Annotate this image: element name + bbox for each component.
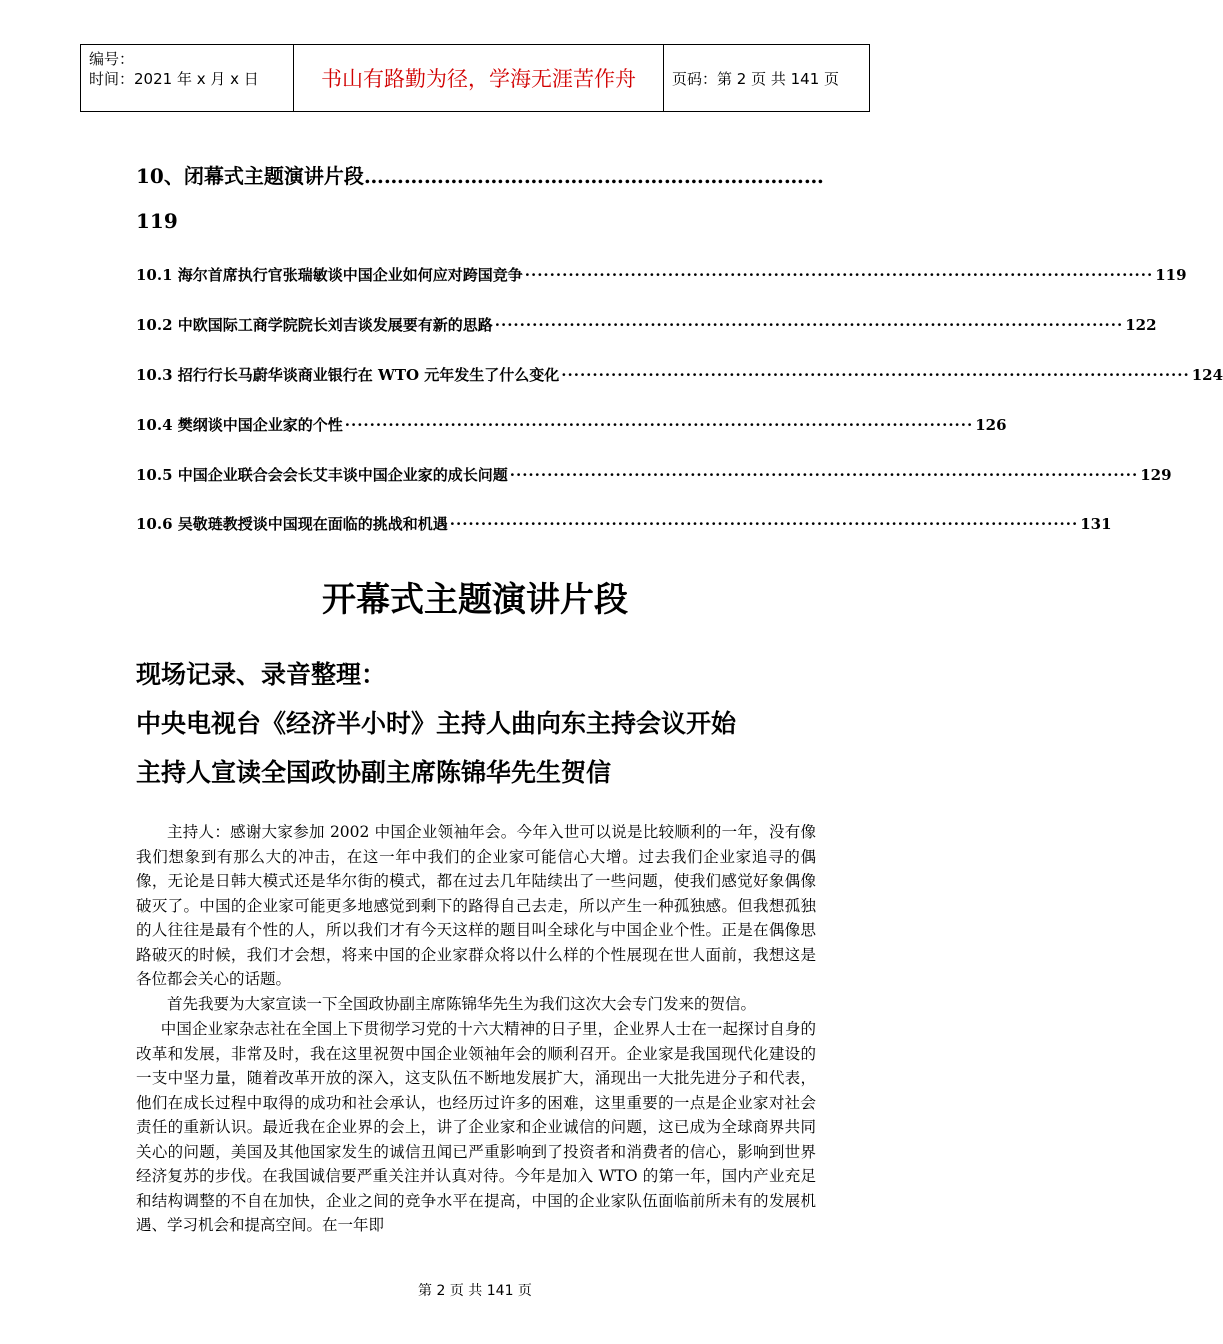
body-paragraph: 中国企业家杂志社在全国上下贯彻学习党的十六大精神的日子里，企业界人士在一起探讨自身的改革和发展，非常及时，我在这里祝贺中国企业领袖年会的顺利召开。企业家是我国现代化建设的一支中坚力量，随着改革开放的深入，这支队伍不断地发展扩大，涌现出一大批先进分子和代表，他们在成长过程中取得的成功和社会承认，也经历过许多的困难，这里重要的一点是企业家对社会责任的重新认识。最近我在企业界的会上，讲了企业家和企业诚信的问题，这已成为全球商界共同关心的问题，美国及其他国家发生的诚信丑闻已严重影响到了投资者和消费者的信心，影响到世界经济复苏的步伐。在我国诚信要严重关注并认真对待。今年是加入 WTO 的第一年，国内产业充足和结构调整的不自在加快，企业之间的竞争水平在提高，中国的企业家队伍面临前所未有的发展机遇、学习机会和提高空间。在一年即 — [136, 1020, 816, 1234]
toc-item[interactable] — [136, 314, 1157, 335]
subheading-record: 现场记录、录音整理： — [136, 660, 387, 689]
toc-item[interactable] — [136, 414, 1007, 435]
subheading-letter: 主持人宣读全国政协副主席陈锦华先生贺信 — [136, 758, 612, 787]
header-meta — [81, 45, 294, 112]
toc-item-page: 129 — [1140, 466, 1172, 484]
toc-item-label: 10.2 中欧国际工商学院院长刘吉谈发展要有新的思路 — [136, 316, 493, 334]
toc-leader: ····································································································· — [449, 515, 1079, 533]
toc-item-page: 131 — [1080, 515, 1112, 533]
toc-item-label: 10.4 樊纲谈中国企业家的个性 — [136, 416, 343, 434]
toc-item-label: 10.1 海尔首席执行官张瑞敏谈中国企业如何应对跨国竞争 — [136, 266, 523, 284]
toc-item-label: 10.6 吴敬琏教授谈中国现在面临的挑战和机遇 — [136, 515, 448, 533]
toc-leader: ····································································································· — [561, 366, 1190, 384]
body-paragraph: 主持人：感谢大家参加 2002 中国企业领袖年会。今年入世可以说是比较顺利的一年，没有像我们想象到有那么大的冲击，在这一年中我们的企业家可能信心大增。过去我们企业家追寻的偶像，无论是日韩大模式还是华尔街的模式，都在过去几年陆续出了一些问题，使我们感觉好象偶像破灭了。中国的企业家可能更多地感觉到剩下的路得自己去走，所以产生一种孤独感。但我想孤独的人往往是最有个性的人，所以我们才有今天这样的题目叫全球化与中国企业个性。正是在偶像思路破灭的时候，我们才会想，将来中国的企业家群众将以什么样的个性展现在世人面前，我想这是各位都会关心的话题。 — [136, 823, 816, 988]
header-page-info: 页码：第 2 页 共 141 页 — [664, 45, 870, 112]
toc-item[interactable] — [136, 264, 1187, 285]
toc-item-label: 10.5 中国企业联合会会长艾丰谈中国企业家的成长问题 — [136, 466, 508, 484]
toc-leader: ····································································································· — [494, 316, 1124, 334]
toc-item[interactable] — [136, 464, 1172, 485]
toc-item-label: 10.3 招行行长马蔚华谈商业银行在 WTO 元年发生了什么变化 — [136, 366, 560, 384]
toc-main-entry-title[interactable]: 10、闭幕式主题演讲片段…………………………………………………………… — [136, 164, 824, 188]
body-paragraph: 首先我要为大家宣读一下全国政协副主席陈锦华先生为我们这次大会专门发来的贺信。 — [167, 995, 757, 1013]
page-footer: 第 2 页 共 141 页 — [418, 1283, 532, 1299]
toc-main-entry-page[interactable]: 119 — [136, 209, 178, 233]
toc-leader: ····································································································· — [524, 266, 1154, 284]
subheading-host: 中央电视台《经济半小时》主持人曲向东主持会议开始 — [136, 709, 737, 738]
section-title: 开幕式主题演讲片段 — [322, 580, 628, 620]
document-number-label: 编号： — [89, 50, 135, 68]
toc-item[interactable] — [136, 513, 1112, 534]
page-header — [80, 44, 870, 112]
toc-leader: ····································································································· — [344, 416, 974, 434]
toc-item-page: 122 — [1125, 316, 1157, 334]
toc-item-page: 119 — [1155, 266, 1187, 284]
toc-leader: ····································································································· — [509, 466, 1139, 484]
header-motto: 书山有路勤为径，学海无涯苦作舟 — [294, 45, 664, 112]
document-time-label: 时间：2021 年 x 月 x 日 — [89, 70, 259, 88]
toc-item-page: 126 — [975, 416, 1007, 434]
toc-item-page: 124 — [1191, 366, 1223, 384]
toc-item[interactable] — [136, 364, 1223, 385]
